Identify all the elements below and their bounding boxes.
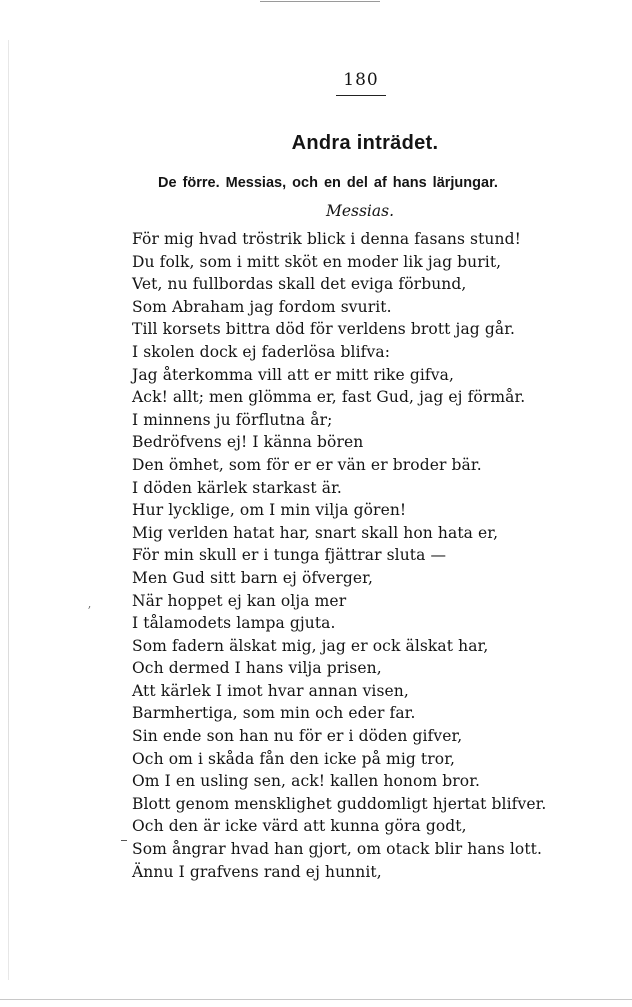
verse-line: Och den är icke värd att kunna göra godt, bbox=[132, 817, 467, 836]
verse-line: Ännu I grafvens rand ej hunnit, bbox=[132, 862, 382, 881]
bottom-edge-rule bbox=[0, 999, 632, 1000]
verse-line: För mig hvad tröstrik blick i denna fasans stund! bbox=[132, 230, 521, 248]
verse-line: Att kärlek I imot hvar annan visen, bbox=[132, 681, 409, 700]
page-number: 180 bbox=[343, 70, 379, 90]
verse-line: Du folk, som i mitt sköt en moder lik jag burit, bbox=[132, 252, 502, 271]
verse-line: Barmhertiga, som min och eder far. bbox=[132, 704, 416, 723]
margin-dash bbox=[121, 840, 127, 841]
verse-line: Jag återkomma vill att er mitt rike gifva, bbox=[132, 365, 454, 384]
verse-line: Mig verlden hatat har, snart skall hon hata er, bbox=[132, 523, 499, 542]
verse-line: Som ångrar hvad han gjort, om otack blir hans lott. bbox=[132, 840, 543, 859]
verse-line: Vet, nu fullbordas skall det eviga förbund, bbox=[132, 275, 467, 294]
page-number-underline bbox=[336, 95, 386, 96]
verse-line: För min skull er i tunga fjättrar sluta — bbox=[132, 546, 447, 565]
verse-line: Bedröfvens ej! I känna bören bbox=[132, 433, 364, 452]
section-title: Andra inträdet. bbox=[291, 132, 439, 154]
verse-line: Ack! allt; men glömma er, fast Gud, jag ej förmår. bbox=[132, 388, 526, 407]
top-edge-rule bbox=[260, 1, 380, 2]
verse-line: Som Abraham jag fordom svurit. bbox=[132, 297, 392, 316]
verse-line: Till korsets bittra död för verldens brott jag går. bbox=[132, 320, 516, 339]
verse-line: I skolen dock ej faderlösa blifva: bbox=[132, 342, 391, 361]
verse-line: I döden kärlek starkast är. bbox=[132, 478, 342, 497]
verse-line: Och om i skåda fån den icke på mig tror, bbox=[132, 749, 456, 768]
speaker-name: Messias. bbox=[325, 202, 395, 220]
verse-line: Om I en usling sen, ack! kallen honom bror. bbox=[132, 772, 481, 791]
verse-line: Sin ende son han nu för er i döden gifver, bbox=[132, 727, 463, 746]
verse-line: Och dermed I hans vilja prisen, bbox=[132, 659, 382, 678]
page-gutter-edge bbox=[8, 40, 9, 980]
verse-line: I tålamodets lampa gjuta. bbox=[132, 614, 336, 633]
stage-direction: De förre. Messias, och en del af hans lärjungar. bbox=[158, 175, 498, 191]
verse-line: När hoppet ej kan olja mer bbox=[132, 591, 347, 610]
verse-line: Blott genom mensklighet guddomligt hjertat blifver. bbox=[132, 794, 547, 813]
margin-mark: ʼ bbox=[87, 604, 91, 618]
verse-line: Som fadern älskat mig, jag er ock älskat har, bbox=[132, 636, 489, 655]
verse-line: I minnens ju förflutna år; bbox=[132, 410, 333, 429]
verse-line: Men Gud sitt barn ej öfverger, bbox=[132, 568, 373, 587]
verse-line: Den ömhet, som för er er vän er broder bär. bbox=[132, 455, 482, 474]
verse-block bbox=[132, 228, 612, 883]
verse-line: Hur lycklige, om I min vilja gören! bbox=[132, 501, 407, 520]
